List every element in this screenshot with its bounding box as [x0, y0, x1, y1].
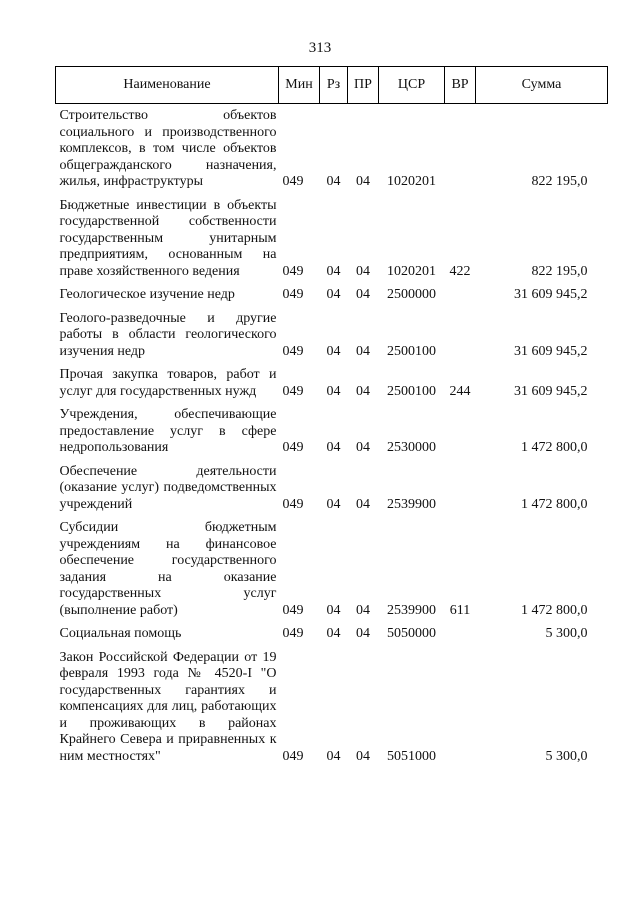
header-min: Мин — [279, 67, 320, 104]
table-row — [56, 360, 608, 400]
row-min: 049 — [282, 174, 304, 189]
row-vr: 244 — [449, 383, 471, 399]
row-vr — [445, 643, 476, 766]
row-pr: 04 — [356, 287, 370, 302]
row-rz: 04 — [326, 440, 341, 455]
row-sum: 822 195,0 — [531, 174, 588, 189]
row-name: Геологическое изучение недр — [59, 287, 235, 302]
row-sum: 1 472 800,0 — [521, 440, 588, 455]
row-name: Социальная помощь — [59, 626, 182, 641]
row-pr: 04 — [356, 383, 370, 399]
row-sum: 31 609 945,2 — [514, 383, 588, 399]
table-row — [56, 191, 608, 281]
row-rz: 04 — [326, 748, 341, 764]
table-row — [56, 619, 608, 643]
row-csr: 2539900 — [387, 602, 436, 618]
row-csr: 5050000 — [387, 626, 436, 641]
row-vr — [445, 280, 476, 304]
header-sum: Сумма — [476, 67, 608, 104]
table-row — [56, 400, 608, 457]
row-rz: 04 — [326, 343, 341, 359]
row-name: Субсидии бюджетным учреждениям на финансовое обеспечение государственного задания на оказание государственных услуг (выполнение работ) — [59, 520, 277, 618]
row-pr: 04 — [356, 496, 370, 512]
table-header-row — [56, 67, 608, 104]
row-sum: 1 472 800,0 — [521, 496, 588, 512]
row-name: Обеспечение деятельности (оказание услуг) подведомственных учреждений — [59, 463, 277, 512]
row-rz: 04 — [326, 287, 341, 302]
row-rz: 04 — [326, 263, 341, 279]
row-vr — [445, 619, 476, 643]
row-sum: 1 472 800,0 — [521, 602, 588, 618]
row-vr — [445, 304, 476, 361]
row-rz: 04 — [326, 174, 341, 189]
table-row — [56, 280, 608, 304]
row-csr: 2539900 — [387, 496, 436, 512]
row-min: 049 — [282, 440, 304, 455]
row-pr: 04 — [356, 748, 370, 764]
row-min: 049 — [282, 343, 304, 359]
table-row — [56, 457, 608, 514]
row-vr — [445, 457, 476, 514]
table-row — [56, 513, 608, 619]
row-vr — [445, 104, 476, 191]
row-vr: 422 — [449, 263, 471, 279]
row-sum: 31 609 945,2 — [514, 343, 588, 359]
row-min: 049 — [282, 287, 304, 302]
row-pr: 04 — [356, 343, 370, 359]
row-pr: 04 — [356, 263, 370, 279]
row-pr: 04 — [356, 602, 370, 618]
row-csr: 2500000 — [387, 287, 436, 302]
page-number: 313 — [308, 40, 332, 56]
header-vr: ВР — [445, 67, 476, 104]
row-sum: 31 609 945,2 — [514, 287, 588, 302]
table-row — [56, 643, 608, 766]
table-row — [56, 104, 608, 191]
row-name: Бюджетные инвестиции в объекты государственной собственности государственным унитарным предприятиям, основанным на праве хозяйственного ведения — [59, 197, 277, 279]
row-pr: 04 — [356, 174, 370, 189]
row-name: Строительство объектов социального и производственного комплексов, в том числе объектов общегражданского назначения, жилья, инфраструктуры — [59, 108, 277, 189]
row-vr: 611 — [449, 602, 471, 618]
header-rz: Рз — [320, 67, 348, 104]
budget-table — [55, 66, 608, 765]
row-sum: 5 300,0 — [545, 748, 588, 764]
row-csr: 5051000 — [387, 748, 436, 764]
row-name: Прочая закупка товаров, работ и услуг для государственных нужд — [59, 367, 277, 399]
row-rz: 04 — [326, 496, 341, 512]
row-min: 049 — [282, 496, 304, 512]
row-name: Геолого-разведочные и другие работы в области геологического изучения недр — [59, 310, 277, 359]
row-sum: 822 195,0 — [531, 263, 588, 279]
row-csr: 2500100 — [387, 343, 436, 359]
row-pr: 04 — [356, 626, 370, 641]
row-min: 049 — [282, 263, 304, 279]
row-vr — [445, 400, 476, 457]
row-name: Учреждения, обеспечивающие предоставление услуг в сфере недропользования — [59, 407, 277, 455]
header-csr: ЦСР — [379, 67, 445, 104]
row-csr: 1020201 — [387, 263, 436, 279]
header-pr: ПР — [348, 67, 379, 104]
row-min: 049 — [282, 748, 304, 764]
table-row — [56, 304, 608, 361]
row-name: Закон Российской Федерации от 19 февраля 1993 года № 4520-I "О государственных гарантиях и компенсациях для лиц, работающих и проживающих в районах Крайнего Севера и приравненных к ним местностях" — [59, 649, 277, 764]
row-csr: 1020201 — [387, 174, 436, 189]
row-rz: 04 — [326, 383, 341, 399]
header-name: Наименование — [56, 67, 279, 104]
row-min: 049 — [282, 626, 304, 641]
row-sum: 5 300,0 — [545, 626, 588, 641]
row-min: 049 — [282, 602, 304, 618]
row-rz: 04 — [326, 626, 341, 641]
row-csr: 2500100 — [387, 383, 436, 399]
row-min: 049 — [282, 383, 304, 399]
row-rz: 04 — [326, 602, 341, 618]
row-pr: 04 — [356, 440, 370, 455]
row-csr: 2530000 — [387, 440, 436, 455]
